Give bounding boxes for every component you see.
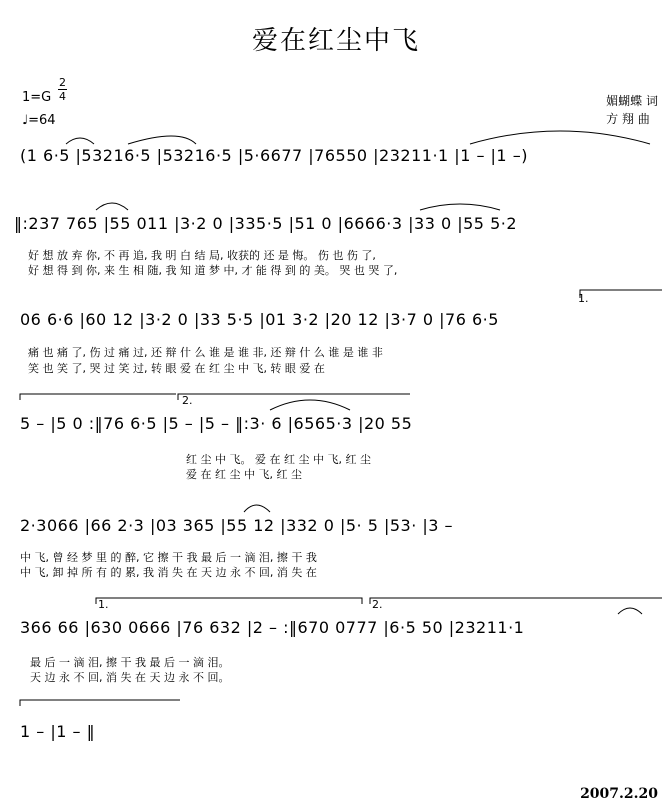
volta-2-label-line-6: 2. xyxy=(372,598,383,611)
score-line-3-lyrics-verse-1: 痛 也 痛 了, 伤 过 痛 过, 还 辩 什 么 谁 是 谁 非, 还 辩 什 么 谁 是 谁 非 xyxy=(28,346,383,359)
score-line-3-notes: 06 6·6 |60 12 |3·2 0 |33 5·5 |01 3·2 |20 12 |3·7 0 |76 6·5 xyxy=(20,310,499,329)
score-line-6-lyrics-verse-2: 天 边 永 不 回, 消 失 在 天 边 永 不 回。 xyxy=(30,671,230,684)
volta-1-label-line-6: 1. xyxy=(98,598,109,611)
score-line-4-lyrics-verse-1: 红 尘 中 飞。 爱 在 红 尘 中 飞, 红 尘 xyxy=(186,453,371,466)
score-line-2-lyrics-verse-2: 好 想 得 到 你, 来 生 相 随, 我 知 道 梦 中, 才 能 得 到 的 美。 哭 也 哭 了, xyxy=(28,264,398,277)
score-line-7-notes: 1 – |1 – ‖ xyxy=(20,722,96,741)
slur xyxy=(66,138,94,144)
score-line-5-lyrics-verse-2: 中 飞, 卸 掉 所 有 的 累, 我 消 失 在 天 边 永 不 回, 消 失 在 xyxy=(20,566,317,579)
time-signature-bottom: 4 xyxy=(59,90,66,103)
lyricist-credit: 媚蝴蝶 词 xyxy=(606,94,658,108)
key-signature: 1=G xyxy=(22,90,52,105)
score-line-6-notes: 366 66 |630 0666 |76 632 |2 – :‖670 0777 |6·5 50 |23211·1 xyxy=(20,618,525,637)
slur xyxy=(244,505,270,512)
score-line-5-notes: 2·3066 |66 2·3 |03 365 |55 12 |332 0 |5· 5 |53· |3 – xyxy=(20,516,454,535)
score-line-5-lyrics-verse-1: 中 飞, 曾 经 梦 里 的 醉, 它 擦 干 我 最 后 一 滴 泪, 擦 干 我 xyxy=(20,551,317,564)
score-line-2-lyrics-verse-1: 好 想 放 弃 你, 不 再 追, 我 明 白 结 局, 收获的 还 是 悔。 伤 也 伤 了, xyxy=(28,249,376,262)
slur xyxy=(128,136,196,144)
volta-bracket xyxy=(20,700,180,706)
slur xyxy=(618,608,642,614)
volta-1-label-line-3: 1. xyxy=(578,292,589,305)
slur xyxy=(96,203,128,210)
composer-credit: 方 翔 曲 xyxy=(606,112,650,126)
slur xyxy=(270,400,350,410)
volta-2-label-line-4: 2. xyxy=(182,394,193,407)
date-stamp: 2007.2.20 xyxy=(580,786,658,802)
score-line-2-notes: ‖:237 765 |55 011 |3·2 0 |335·5 |51 0 |6666·3 |33 0 |55 5·2 xyxy=(14,214,518,233)
volta-bracket xyxy=(580,290,662,298)
volta-bracket xyxy=(96,598,362,604)
slur xyxy=(470,131,650,144)
score-line-4-notes: 5 – |5 0 :‖76 6·5 |5 – |5 – ‖:3· 6 |6565·3 |20 55 xyxy=(20,414,413,433)
score-line-6-lyrics-verse-1: 最 后 一 滴 泪, 擦 干 我 最 后 一 滴 泪。 xyxy=(30,656,230,669)
volta-bracket xyxy=(178,394,410,400)
volta-bracket xyxy=(370,598,662,604)
score-line-1-notes: (1 6·5 |53216·5 |53216·5 |5·6677 |76550 |23211·1 |1 – |1 –) xyxy=(20,146,528,165)
tempo-marking: ♩=64 xyxy=(22,113,56,128)
time-signature-top: 2 xyxy=(59,76,66,89)
slur xyxy=(420,204,500,210)
page-title: 爱在红尘中飞 xyxy=(251,26,420,56)
volta-bracket xyxy=(20,394,176,400)
score-line-4-lyrics-verse-2: 爱 在 红 尘 中 飞, 红 尘 xyxy=(186,468,302,481)
score-line-3-lyrics-verse-2: 笑 也 笑 了, 哭 过 笑 过, 转 眼 爱 在 红 尘 中 飞, 转 眼 爱 在 xyxy=(28,362,325,375)
